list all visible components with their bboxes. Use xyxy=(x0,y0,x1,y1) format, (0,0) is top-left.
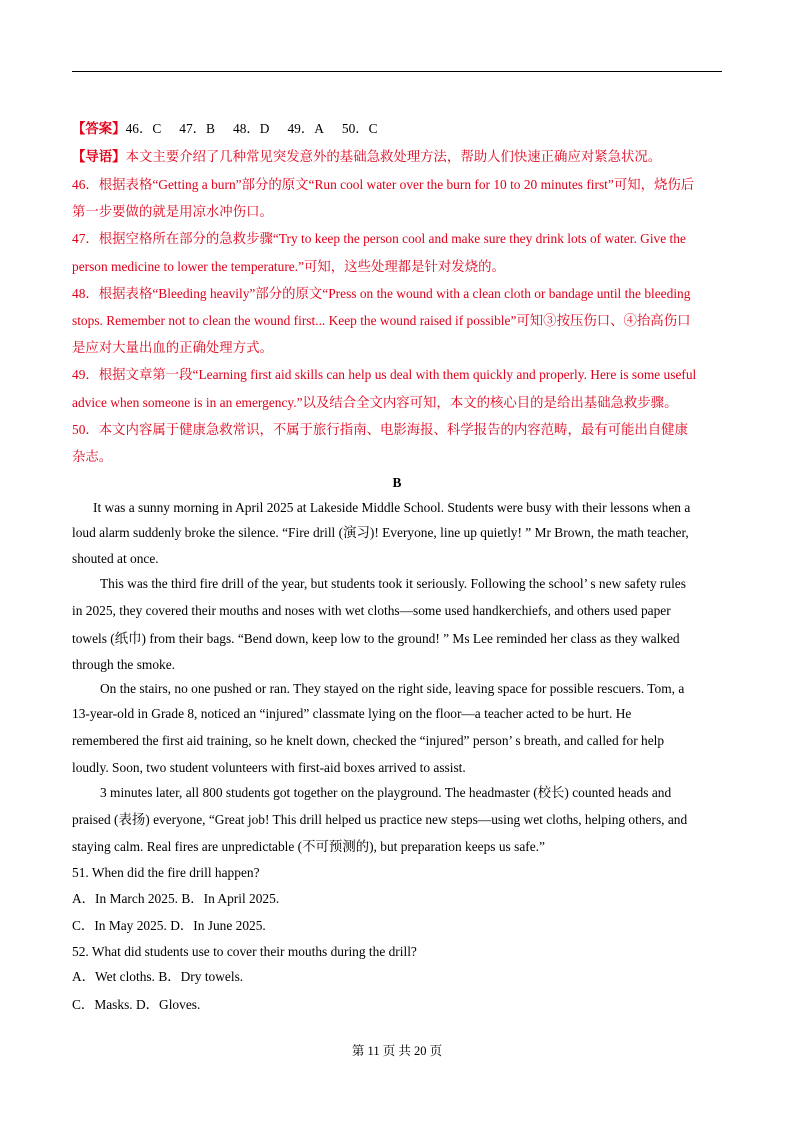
question-options: C．Masks. D．Gloves. xyxy=(72,997,201,1012)
explanation-line: 47．根据空格所在部分的急救步骤“Try to keep the person cool and make sure they drink lots of water. Give the xyxy=(72,231,686,246)
passage-line: praised (表扬) everyone, “Great job! This drill helped us practice new steps—using wet cloths, helping others, and xyxy=(72,812,688,827)
explanation-line: 50．本文内容属于健康急救常识，不属于旅行指南、电影海报、科学报告的内容范畴，最有可能出自健康 xyxy=(72,422,688,437)
passage-line: 13-year-old in Grade 8, noticed an “injured” classmate lying on the floor—a teacher acted to be hurt. He xyxy=(72,706,632,721)
header-rule xyxy=(72,71,722,72)
passage-line: On the stairs, no one pushed or ran. They stayed on the right side, leaving space for possible rescuers. Tom, a xyxy=(100,681,685,696)
answer-item: 50．C xyxy=(341,121,378,136)
passage-line: loudly. Soon, two student volunteers with first-aid boxes arrived to assist. xyxy=(72,760,466,775)
explanation-lead-label: 【导语】 xyxy=(72,149,126,164)
explanation-lead xyxy=(72,150,661,163)
explanation-line: 杂志。 xyxy=(72,449,113,464)
question-options: A．In March 2025. B．In April 2025. xyxy=(72,891,280,906)
explanation-line: 48．根据表格“Bleeding heavily”部分的原文“Press on the wound with a clean cloth or bandage until the bleeding xyxy=(72,286,691,301)
question-options: A．Wet cloths. B．Dry towels. xyxy=(72,969,244,984)
passage-line: towels (纸巾) from their bags. “Bend down, keep low to the ground! ” Ms Lee reminded her class as they walked xyxy=(72,631,680,646)
answer-line xyxy=(72,122,378,135)
question-stem: 52. What did students use to cover their mouths during the drill? xyxy=(72,944,417,959)
explanation-line: person medicine to lower the temperature.”可知，这些处理都是针对发烧的。 xyxy=(72,259,505,274)
explanation-line: 是应对大量出血的正确处理方式。 xyxy=(72,340,273,355)
explanation-line: 49．根据文章第一段“Learning first aid skills can help us deal with them quickly and properly. Here is some useful xyxy=(72,367,697,382)
explanation-line: stops. Remember not to clean the wound first... Keep the wound raised if possible”可知③按压伤口、④抬高伤口 xyxy=(72,313,691,328)
section-title: B xyxy=(392,475,402,490)
passage-line: staying calm. Real fires are unpredictable (不可预测的), but preparation keeps us safe.” xyxy=(72,839,545,854)
page-footer: 第 11 页 共 20 页 xyxy=(351,1044,443,1058)
explanation-lead-text: 本文主要介绍了几种常见突发意外的基础急救处理方法，帮助人们快速正确应对紧急状况。 xyxy=(125,149,662,164)
explanation-line: 46．根据表格“Getting a burn”部分的原文“Run cool water over the burn for 10 to 20 minutes first”可知，烧伤后 xyxy=(72,177,695,192)
explanation-line: advice when someone is in an emergency.”以及结合全文内容可知，本文的核心目的是给出基础急救步骤。 xyxy=(72,395,678,410)
passage-line: remembered the first aid training, so he knelt down, checked the “injured” person’ s breath, and called for help xyxy=(72,733,665,748)
answer-item: 48．D xyxy=(233,121,270,136)
passage-line: loud alarm suddenly broke the silence. “Fire drill (演习)! Everyone, line up quietly! ” Mr Brown, the math teacher, xyxy=(72,525,689,540)
question-stem: 51. When did the fire drill happen? xyxy=(72,865,260,880)
answer-label: 【答案】 xyxy=(72,121,126,136)
answer-item: 49．A xyxy=(287,121,324,136)
passage-line: shouted at once. xyxy=(72,551,159,566)
passage-line: in 2025, they covered their mouths and noses with wet cloths—some used handkerchiefs, and others used paper xyxy=(72,603,671,618)
passage-line: through the smoke. xyxy=(72,657,176,672)
passage-line: This was the third fire drill of the year, but students took it seriously. Following the school’ s new safety rules xyxy=(100,576,686,591)
question-options: C．In May 2025. D．In June 2025. xyxy=(72,918,266,933)
passage-line: 3 minutes later, all 800 students got together on the playground. The headmaster (校长) counted heads and xyxy=(100,785,672,800)
answer-item: 46．C xyxy=(125,121,162,136)
passage-line: It was a sunny morning in April 2025 at Lakeside Middle School. Students were busy with their lessons when a xyxy=(93,500,691,515)
answer-item: 47．B xyxy=(179,121,215,136)
explanation-line: 第一步要做的就是用凉水冲伤口。 xyxy=(72,204,273,219)
